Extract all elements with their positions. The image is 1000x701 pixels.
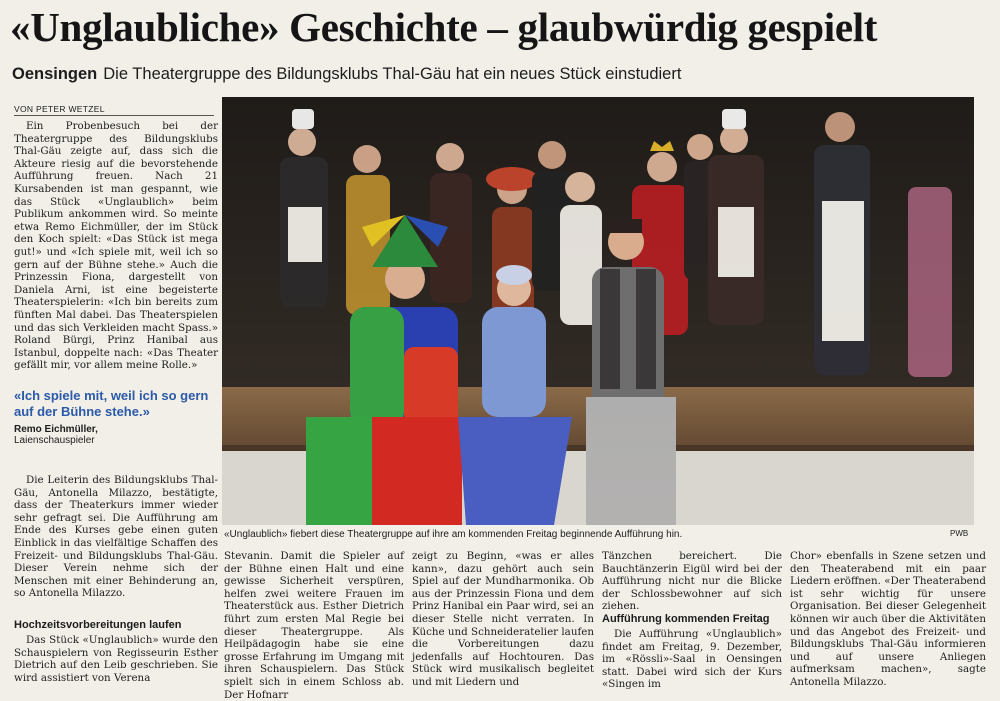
- paragraph: Die Leiterin des Bildungsklubs Thal-Gäu, Antonella Milazzo, bestätigte, dass der Theaterkurs immer wieder sehr gefragt sei. Die Aufführung am Ende des Kurses gebe einen guten Einblick in das vielfältige Schaffen des Freizeit- und Bildungsklubs Thal-Gäu. Dieser Verein nehme sich der Menschen mit einer Behinderung an, so Antonella Milazzo.: [14, 474, 218, 600]
- dateline-place: Oensingen: [12, 65, 98, 83]
- photo-credit: PWB: [950, 529, 969, 538]
- subheadline: [12, 63, 992, 85]
- pull-quote-role: Laienschauspieler: [14, 435, 95, 446]
- pull-quote-text: «Ich spiele mit, weil ich so gern auf der Bühne stehe.»: [14, 388, 209, 419]
- paragraph: Das Stück «Unglaublich» wurde den Schauspielern von Regisseurin Esther Dietrich auf den Leib geschrieben. Sie wird assistiert von Verena: [14, 634, 218, 684]
- group-photo: [222, 97, 974, 525]
- headline: «Unglaubliche» Geschichte – glaubwürdig gespielt: [10, 4, 878, 50]
- article-column-3: [412, 550, 594, 694]
- article-column-2: [224, 550, 404, 701]
- pull-quote-author: Remo Eichmüller,: [14, 424, 98, 435]
- paragraph: Die Aufführung «Unglaublich» findet am Freitag, 9. Dezember, im «Rössli»-Saal in Oensingen statt. Dabei wird sich der Kurs «Singen im: [602, 628, 782, 691]
- article-column-1-intro: [14, 120, 218, 382]
- article-column-4-bottom: [602, 628, 782, 694]
- theater-group-photo-illustration: [222, 97, 974, 525]
- paragraph: Stevanin. Damit die Spieler auf der Bühne einen Halt und eine gewisse Sicherheit verspüren, helfen zwei weitere Frauen im Theaterstück aus. Esther Dietrich führt zum ersten Mal Regie bei dieser Theatergruppe. Als Heilpädagogin habe sie eine grosse Erfahrung im Umgang mit ihren Schauspielern. Das Stück spielt sich in einem Schloss ab. Der Hofnarr: [224, 550, 404, 701]
- paragraph: Chor» ebenfalls in Szene setzen und den Theaterabend mit ein paar Liedern eröffnen. «Der Theaterabend ist sehr wichtig für unsere Organisation. Bei dieser Gelegenheit können wir auch über die Aktivitäten und das Angebot des Freizeit- und Bildungsklubs Thal-Gäu informieren und auf unsere Anliegen aufmerksam machen», sagte Antonella Milazzo.: [790, 550, 986, 688]
- article-column-5: [790, 550, 986, 694]
- paragraph: Ein Probenbesuch bei der Theatergruppe des Bildungsklubs Thal-Gäu zeigte auf, dass sich die Akteure riesig auf die bevorstehende Aufführung freuen. Nach 21 Kursabenden ist man gespannt, wie das Stück «Unglaublich» beim Publikum ankommen wird. So meinte etwa Remo Eichmüller, der im Stück den Koch spielt: «Das Stück ist mega gut!» und «Ich spiele mit, weil ich so gern auf der Bühne stehe.» Auch die Prinzessin Fiona, dargestellt von Daniela Arni, ist eine begeisterte Theaterspielerin: «Ich bin bereits zum fünften Mal dabei. Das Theaterspielen und das sich Verkleiden macht Spass.» Roland Bürgi, Prinz Hanibal aus Istanbul, doppelte nach: «Das Theater gefällt mir, vor allem meine Rolle.»: [14, 120, 218, 372]
- article-column-1-end: [14, 634, 218, 694]
- photo-caption: «Unglaublich» fiebert diese Theatergruppe auf ihre am kommenden Freitag beginnende Aufführung hin.: [224, 529, 683, 540]
- article-column-4-top: [602, 550, 782, 613]
- byline: VON PETER WETZEL: [14, 104, 214, 116]
- paragraph: Tänzchen bereichert. Die Bauchtänzerin Eigül wird bei der Aufführung nicht nur die Blicke der Schlossbewohner auf sich ziehen.: [602, 550, 782, 613]
- pull-quote: [14, 388, 218, 446]
- article-column-1-middle: [14, 474, 218, 624]
- section-heading-2: Aufführung kommenden Freitag: [602, 613, 770, 625]
- section-heading-1: Hochzeitsvorbereitungen laufen: [14, 619, 182, 631]
- subheadline-text: Die Theatergruppe des Bildungsklubs Thal-Gäu hat ein neues Stück einstudiert: [103, 65, 682, 83]
- paragraph: zeigt zu Beginn, «was er alles kann», dazu gehört auch sein Spiel auf der Mundharmonika. Ob aus der Prinzessin Fiona und dem Prinz Hanibal ein Paar wird, sei an dieser Stelle nicht verraten. In Küche und Schneideratelier laufen die Vorbereitungen dazu jedenfalls auf Hochtouren. Das Stück wird musikalisch begleitet und mit Liedern und: [412, 550, 594, 688]
